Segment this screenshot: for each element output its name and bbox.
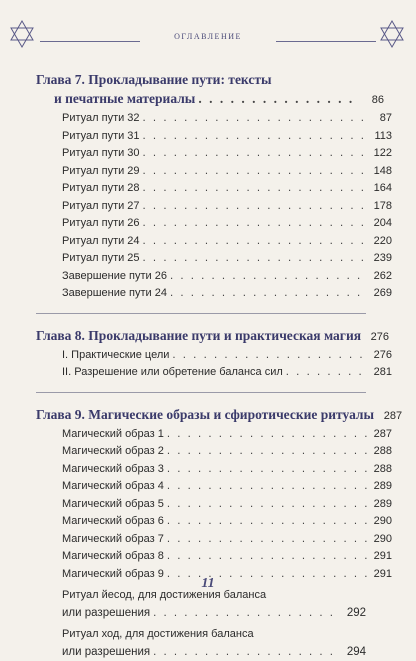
entry-page: 269: [370, 285, 392, 303]
leader-dots: [143, 180, 367, 198]
entry-label: Магический образ 1: [62, 426, 164, 444]
entry-page: 276: [370, 347, 392, 365]
toc-entry: [36, 347, 392, 365]
toc-entry: [36, 215, 392, 233]
chapter-7-heading: [36, 70, 366, 110]
toc-entry: [36, 180, 392, 198]
leader-dots: [167, 496, 367, 514]
entry-label: Ритуал пути 32: [62, 110, 140, 128]
entry-label: Ритуал пути 26: [62, 215, 140, 233]
entry-label: Ритуал пути 28: [62, 180, 140, 198]
star-ornament-icon: [376, 18, 408, 50]
entry-page: 288: [370, 443, 392, 461]
toc-entry: [36, 163, 392, 181]
entry-label-line2: или разрешения: [62, 605, 150, 623]
entry-page: 290: [370, 531, 392, 549]
toc-entry: [36, 145, 392, 163]
entry-label: Ритуал пути 29: [62, 163, 140, 181]
leader-dots: [143, 145, 367, 163]
running-header: оглавление: [0, 30, 416, 42]
chapter-7-title-line1: Глава 7. Прокладывание пути: тексты: [36, 70, 366, 89]
entry-label-line1: Ритуал йесод, для достижения баланса: [62, 587, 366, 605]
toc-entry: [36, 478, 392, 496]
toc-entry: [36, 110, 392, 128]
entry-label: Магический образ 6: [62, 513, 164, 531]
chapter-8-page: 276: [367, 328, 389, 347]
entry-page: 164: [370, 180, 392, 198]
entry-page: 288: [370, 461, 392, 479]
toc-entry: [36, 548, 392, 566]
entry-page: 292: [344, 605, 366, 623]
leader-dots: [143, 128, 367, 146]
entry-page: 291: [370, 566, 392, 584]
entry-page: 289: [370, 478, 392, 496]
leader-dots: [143, 163, 367, 181]
header-rule-right: [276, 41, 376, 42]
table-of-contents: [36, 70, 366, 661]
leader-dots: [143, 198, 367, 216]
entry-page: 291: [370, 548, 392, 566]
entry-label: Ритуал пути 30: [62, 145, 140, 163]
entry-page: 287: [370, 426, 392, 444]
toc-entry-multiline: [36, 587, 366, 622]
leader-dots: [143, 250, 367, 268]
entry-label: Магический образ 7: [62, 531, 164, 549]
entry-last-line-row: [62, 605, 366, 623]
entry-label: Магический образ 2: [62, 443, 164, 461]
leader-dots: [167, 426, 367, 444]
toc-entry: [36, 285, 392, 303]
toc-entry-multiline: [36, 626, 366, 661]
toc-entry: [36, 426, 392, 444]
entry-page: 262: [370, 268, 392, 286]
chapter-7-page: 86: [362, 91, 384, 110]
entry-page: 220: [370, 233, 392, 251]
entry-label: Завершение пути 24: [62, 285, 167, 303]
entry-label: Ритуал пути 24: [62, 233, 140, 251]
entry-page: 204: [370, 215, 392, 233]
entry-page: 178: [370, 198, 392, 216]
entry-label: II. Разрешение или обретение баланса сил: [62, 364, 283, 382]
chapter-9-heading: [36, 405, 366, 426]
entry-page: 290: [370, 513, 392, 531]
toc-entry: [36, 233, 392, 251]
leader-dots: [167, 513, 367, 531]
entry-last-line-row: [62, 644, 366, 661]
toc-entry: [36, 461, 392, 479]
leader-dots: [170, 285, 367, 303]
entry-page: 87: [370, 110, 392, 128]
toc-entry: [36, 198, 392, 216]
leader-dots: [167, 461, 367, 479]
leader-dots: [153, 605, 341, 623]
entry-label: Ритуал пути 27: [62, 198, 140, 216]
leader-dots: [143, 233, 367, 251]
entry-label: Магический образ 8: [62, 548, 164, 566]
toc-entry: [36, 513, 392, 531]
section-divider: [36, 313, 366, 314]
chapter-8-title: Глава 8. Прокладывание пути и практическая магия: [36, 326, 361, 345]
entry-page: 122: [370, 145, 392, 163]
leader-dots: [172, 347, 367, 365]
toc-entry: [36, 364, 392, 382]
leader-dots: [167, 478, 367, 496]
page-number: 11: [0, 576, 416, 592]
entry-page: 239: [370, 250, 392, 268]
chapter-9-page: 287: [380, 407, 402, 426]
entry-label: Завершение пути 26: [62, 268, 167, 286]
leader-dots: [167, 443, 367, 461]
leader-dots: [143, 110, 367, 128]
chapter-8-heading: [36, 326, 366, 347]
entry-label: Ритуал пути 31: [62, 128, 140, 146]
leader-dots: [286, 364, 367, 382]
entry-page: 289: [370, 496, 392, 514]
chapter-9-title: Глава 9. Магические образы и сфиротические ритуалы: [36, 405, 374, 424]
entry-page: 148: [370, 163, 392, 181]
entry-label: Магический образ 5: [62, 496, 164, 514]
leader-dots: [143, 215, 367, 233]
entry-label: Магический образ 4: [62, 478, 164, 496]
entry-label-line1: Ритуал ход, для достижения баланса: [62, 626, 366, 644]
leader-dots: [167, 548, 367, 566]
toc-entry: [36, 496, 392, 514]
section-divider: [36, 392, 366, 393]
leader-dots: [153, 644, 341, 661]
entry-page: 113: [370, 128, 392, 146]
entry-label: Магический образ 9: [62, 566, 164, 584]
entry-label: I. Практические цели: [62, 347, 169, 365]
leader-dots: [170, 268, 367, 286]
toc-entry: [36, 443, 392, 461]
chapter-7-title-line2-row: [36, 89, 384, 110]
toc-entry: [36, 268, 392, 286]
leader-dots: [167, 531, 367, 549]
page-header: [0, 0, 416, 60]
entry-label: Магический образ 3: [62, 461, 164, 479]
chapter-7-title-line2: и печатные материалы: [54, 89, 195, 108]
entry-page: 294: [344, 644, 366, 661]
entry-label-line2: или разрешения: [62, 644, 150, 661]
entry-page: 281: [370, 364, 392, 382]
toc-entry: [36, 128, 392, 146]
toc-entry: [36, 531, 392, 549]
entry-label: Ритуал пути 25: [62, 250, 140, 268]
leader-dots: [198, 89, 359, 108]
toc-entry: [36, 250, 392, 268]
